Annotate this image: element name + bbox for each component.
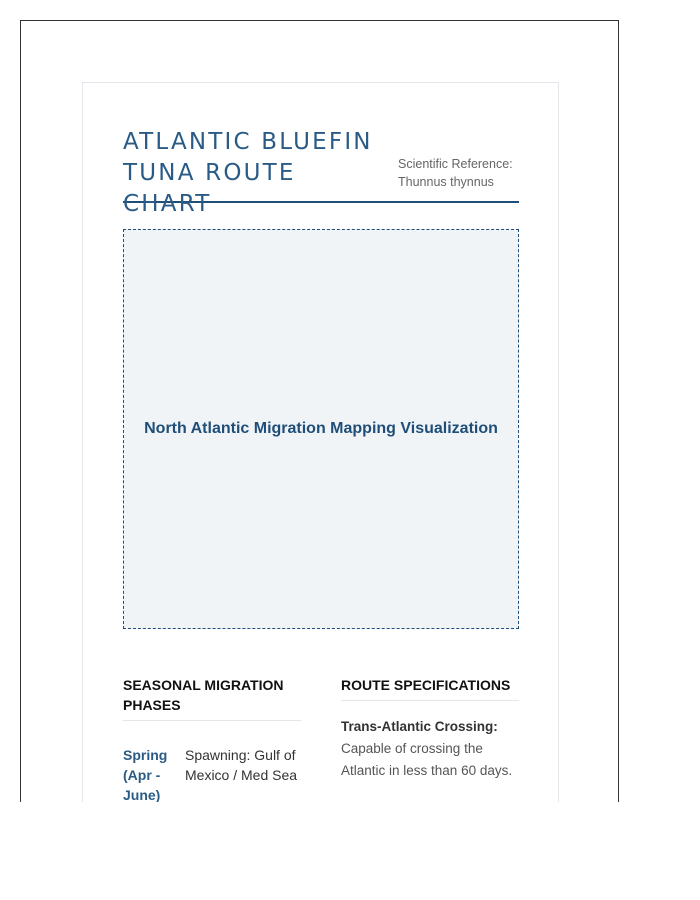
phase-description: Spawning: Gulf of Mexico / Med Sea [185, 747, 298, 783]
route-chart-card [82, 82, 559, 802]
spec-item [341, 716, 519, 782]
phase-row [123, 745, 301, 802]
spec-title: Trans-Atlantic Crossing: [341, 719, 498, 734]
spec-text: Capable of crossing the Atlantic in less than 60 days. [341, 741, 513, 778]
page-title [123, 127, 383, 220]
scientific-name: Thunnus thynnus [398, 175, 494, 189]
scientific-reference-label: Scientific Reference: [398, 157, 513, 171]
route-specifications-heading: ROUTE SPECIFICATIONS [341, 675, 519, 701]
seasonal-phases-section [123, 675, 301, 802]
migration-map-placeholder [123, 229, 519, 629]
phase-season: Spring (Apr - June) [123, 747, 168, 802]
title-line-1: ATLANTIC BLUEFIN [123, 129, 373, 155]
route-specifications-section [341, 675, 519, 782]
document-frame [20, 20, 619, 802]
seasonal-phases-heading: SEASONAL MIGRATION PHASES [123, 675, 301, 721]
map-label: North Atlantic Migration Mapping Visualization [144, 420, 498, 437]
title-line-2: TUNA ROUTE CHART [123, 160, 296, 217]
chart-header [123, 125, 519, 217]
scientific-reference [398, 155, 513, 191]
